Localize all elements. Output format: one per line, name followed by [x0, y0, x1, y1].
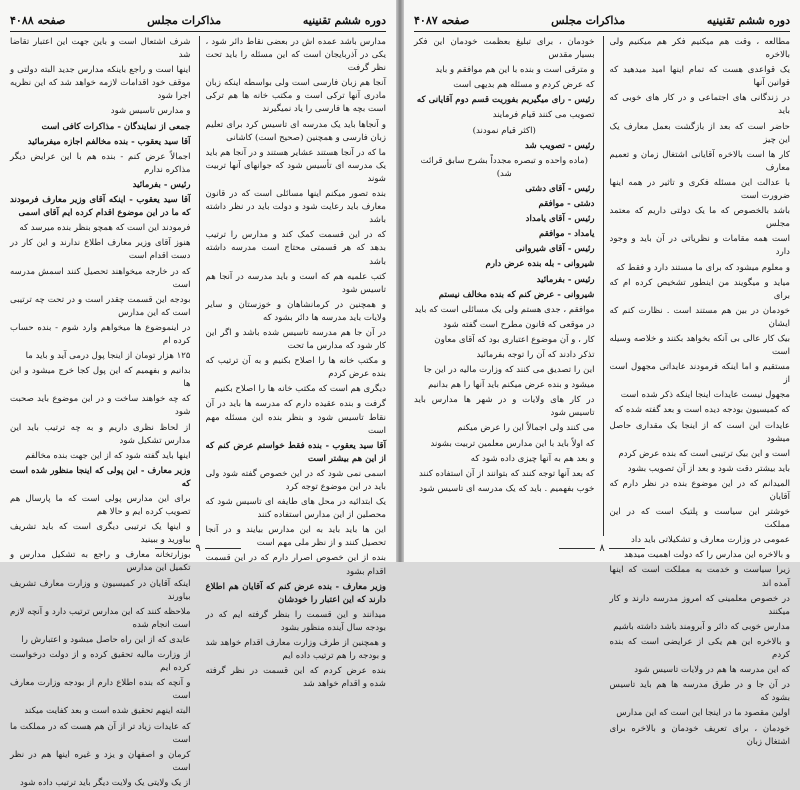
text-line: و آنجاها باید یک مدرسه ای تاسیس کرد برای تعلیم زبان فارسی و همچنین (صحیح است) کاشانی	[205, 119, 386, 143]
right-page	[404, 0, 800, 747]
text-line: (ماده واحده و تبصره مجدداً بشرح سابق قرائت شد)	[420, 155, 588, 179]
book-gutter	[396, 0, 404, 562]
text-line: ۱۲۵ هزار تومان از اینجا پول درمی آید و باید ما	[25, 351, 191, 362]
text-line: آقا سید یعقوب - اینکه آقای وزیر معارف فرمودند که ما در این موضوع اقدام کرده ایم آقای اسمی	[10, 195, 191, 219]
text-line: در آن جا و در طرق مدرسه ها هم باید تاسیس بشود که	[609, 680, 790, 704]
text-line: که بعد آنها توجه کنند که بتوانند از آن استفاده کنند	[419, 468, 595, 479]
left-page-label: صفحه ۴۰۸۸	[10, 13, 66, 27]
text-line: در کار های ولایات و در شهر ها مدارس باید تاسیس شود	[414, 395, 595, 419]
text-line: در خصوص معلمینی که امروز مدرسه دارند و کار میکنند	[609, 593, 790, 617]
text-line: برای این مدارس پولی است که ما پارسال هم تصویب کرده ایم و حالا هم	[10, 494, 191, 518]
text-line: جمعی از نمایندگان - مذاکرات کافی است	[41, 121, 191, 132]
text-line: مجهول نیست عایدات اینجا اینکه ذکر شده است	[620, 390, 790, 401]
text-line: و آنچه که بنده اطلاع دارم از بودجه وزارت معارف است	[10, 678, 191, 702]
text-line: بنده تصور میکنم اینها مسائلی است که در قانون معارف باید رعایت شود و دولت باید در نظر داشته باشد	[205, 189, 386, 226]
text-line: از لحاظ نظری داریم و به چه ترتیب باید این مدارس تشکیل شود	[10, 422, 191, 446]
text-line: خودمان ، برای تعریف خودمان و بالاخره برای اشتغال زبان	[609, 723, 790, 747]
text-line: در زندگانی های اجتماعی و در کار های خوبی که باید	[609, 93, 790, 117]
text-line: بیک کار عالی بی آنکه بخواهد بکنند و خلاصه وسیله است	[609, 333, 790, 358]
text-line: المیدانم که در این موضوع بنده در نظر دارم که آقایان	[609, 478, 790, 502]
left-page-col-left	[10, 36, 191, 788]
text-line: عمومی در وزارت معارف و تشکیلاتی باید داد	[631, 535, 790, 546]
text-line: اینکه آقایان در کمیسیون و وزارت معارف تشریف بیاورند	[10, 578, 191, 602]
text-line: آقا سید یعقوب - بنده مخالفم اجازه میفرمائید	[27, 136, 191, 147]
left-page-columns	[10, 36, 386, 788]
text-line: اینها است و راجع باینکه مدارس جدید البته دولتی و موقف خود اقدامات لازمه خواهد شد که این نظریه اجرا شود	[10, 65, 191, 102]
left-page-header	[10, 12, 386, 28]
text-line: گرفت و بنده عقیده دارم که مدرسه ها باید در آن نقاط تاسیس شود و بنظر بنده این مسئله مهم است	[205, 399, 386, 436]
text-line: باشد بالخصوص که ما یک دولتی داریم که معتمد مجلس	[609, 206, 790, 230]
text-line: وزیر معارف - بنده عرض کنم که آقایان هم اطلاع دارند که این اعتبار را خودشان	[205, 581, 386, 605]
text-line: تذکر دادند که آن را توجه بفرمائید	[476, 349, 595, 360]
text-line: مدارس باشد عمده اش در بعضی نقاط دائر شود ، یکی در آذربایجان است که این مسئله را باید تحت نظر گرفت	[205, 37, 386, 74]
text-line: رئیس - تصویب شد	[525, 140, 595, 151]
text-line: مدارس خوبی که دائر و آبرومند باشد داشته باشیم	[613, 621, 790, 632]
text-line: که در این قسمت کمک کند و مدارس را ترتیب بدهد که هر قسمتی محتاج است مدرسه داشته باشد	[205, 230, 386, 267]
text-line: وزیر معارف - این پولی که اینجا منظور شده است که	[10, 465, 191, 489]
text-line: مطالعه ، وقت هم میکنیم فکر هم میکنیم ولی بالاخره	[609, 37, 790, 61]
text-line: و بعد هم به آنها چیزی داده شود که	[470, 453, 595, 464]
left-page-col-right	[199, 36, 387, 690]
text-line: اجمالاً عرض کنم - بنده هم با این عرایض دیگر مذاکره ندارم	[10, 151, 191, 175]
text-line: و بالاخره این مدارس را که دولت اهمیت میدهد	[624, 550, 790, 561]
text-line: شیروانی - عرض کنم که بنده مخالف نیستم	[438, 289, 595, 300]
text-line: که عرض کردم و مسئله هم بدیهی است	[453, 80, 595, 91]
text-line: شیروانی - بله بنده عرض دارم	[485, 259, 595, 270]
text-line: بنده عرض کردم که این قسمت در نظر گرفته شده و اقدام خواهد شد	[205, 666, 386, 690]
right-page-header	[414, 12, 790, 28]
text-line: و بالاخره این هم یکی از عرایضی است که بنده کردم	[609, 636, 790, 661]
header-rule	[414, 31, 790, 32]
text-line: است همه مقامات و نظریاتی در آن باید و وجود دارد	[609, 234, 790, 258]
text-line: هنوز آقای وزیر معارف اطلاع ندارند و این کار در دست اقدام است	[10, 238, 191, 262]
text-line: کتب علمیه هم که است و باید مدرسه در آنجا هم تاسیس شود	[205, 271, 386, 295]
text-line: زیرا سیاست و خدمت به مملکت است که اینها آمده اند	[609, 565, 790, 589]
text-line: است و این بیک ترتیبی است که بنده عرض کردم	[618, 448, 790, 459]
text-line: شرف اشتعال است و باین جهت این اعتبار تقاضا شد	[10, 37, 191, 61]
text-line: خوشتر این سیاست و پلتیک است که در این مملکت	[609, 507, 790, 531]
text-line: بودجه این قسمت چقدر است و در تحت چه ترتیبی است که این مدارس	[10, 294, 191, 318]
text-line: باید بیشتر دقت شود و بعد از آن تصویب بشود	[627, 463, 790, 474]
text-line: رئیس - بفرمائید	[536, 274, 595, 285]
header-rule	[10, 31, 386, 32]
text-line: که در خارجه میخواهند تحصیل کنند اسمش مدرسه است	[10, 266, 191, 290]
text-line: و همچنین از طرف وزارت معارف اقدام خواهد شد و بودجه را هم ترتیب داده ایم	[205, 638, 386, 662]
text-line: یک قواعدی هست که تمام اینها امید میدهید که قوانین آنها	[609, 65, 790, 89]
text-line: و همچنین در کرمانشاهان و خوزستان و سایر ولایات باید مدرسه ها دائر بشود که	[205, 299, 386, 323]
text-line: که کمیسیون بودجه دیده است و بعد گفته شده که	[614, 405, 790, 416]
text-line: خوب بفهمیم . باید که یک مدرسه ای تاسیس شود	[419, 483, 595, 494]
text-line: مستقیم و اما اینکه فرمودند عایداتی مجهول است از	[609, 362, 790, 386]
right-page-label: صفحه ۴۰۸۷	[414, 13, 470, 27]
text-line: از یک ولایتی یک ولایت دیگر باید ترتیب داده شود	[19, 777, 191, 788]
text-line: یک ابتدائیه در محل های طایفه ای تاسیس شود که محصلین از این مدارس استفاده کنند	[205, 497, 386, 521]
text-line: که عایدات زیاد تر از آن هم هست که در مملکت ما است	[10, 721, 191, 745]
right-center-title: مذاکرات مجلس	[551, 13, 626, 27]
text-line: و اینها یک ترتیبی دیگری است که باید تشریف بیاورید و ببینید	[10, 522, 191, 546]
left-page-footer	[0, 543, 396, 554]
text-line: آقا سید یعقوب - بنده فقط خواستم عرض کنم که از این هم بیشتر است	[205, 440, 386, 464]
text-line: ملاحظه کنند که این مدارس ترتیب دارد و آنچه لازم است انجام شده	[10, 606, 191, 630]
right-page-number: ۸	[599, 543, 605, 554]
left-page	[0, 0, 396, 788]
text-line: فرمودند این است که همچو بنظر بنده میرسد که	[19, 223, 191, 234]
text-line: در موقعی که قانون مطرح است گفته شود	[443, 319, 595, 330]
text-line: بنده از این خصوص اصرار دارم که در این قسمت اقدام بشود	[205, 553, 386, 577]
text-line: البته اینهم تحقیق شده است و بعد کفایت میکند	[24, 706, 191, 717]
text-line: یامداد - موافقم	[539, 229, 595, 240]
right-session-label: دوره ششم تقنینیه	[706, 13, 790, 27]
text-line: و مترقی است و بنده با این هم موافقم و باید	[435, 65, 595, 76]
text-line: تصویب می کنند قیام فرمایند	[492, 110, 595, 121]
right-page-columns	[414, 36, 790, 747]
text-line: میاید و میگویند من اینطور تشخیص کرده ام که برای	[609, 277, 790, 301]
right-page-footer	[404, 543, 800, 554]
text-line: کار ، و آن موضوع اعتباری بود که آقای معاون	[434, 334, 595, 345]
text-line: با عدالت این مسئله فکری و تاثیر در همه اینها ضرورت است	[609, 177, 790, 202]
text-line: اسمی نمی شود که در این خصوص گفته شود ولی باید در این موضوع توجه کرد	[205, 468, 386, 492]
text-line: در آن جا هم مدرسه تاسیس شده باشد و اگر این کار شود که مدارس ما تحت	[205, 327, 386, 352]
text-line: کرمان و اصفهان و یزد و غیره اینها هم در نظر است	[10, 749, 191, 773]
right-page-col-right	[603, 36, 791, 747]
text-line: (اکثر قیام نمودند)	[472, 125, 536, 136]
text-line: عایدات این است که از اینجا یک مقداری حاصل میشود	[609, 420, 790, 444]
text-line: رئیس - آقای شیروانی	[515, 244, 595, 255]
text-line: این را تصدیق می کنند که وزارت مالیه در این جا	[423, 365, 595, 376]
text-line: بدانیم و بفهمیم که این پول کجا خرج میشود و این ها	[10, 366, 191, 390]
text-line: که چه خواهند ساخت و در این موضوع باید صحبت شود	[10, 394, 191, 418]
text-line: از وزارت مالیه تحقیق کرده و از دولت درخواست کرده ایم	[10, 650, 191, 674]
text-line: این ها باید باید به این مدارس بیایند و در آنجا تحصیل کنند و از نظر ملی مهم است	[205, 525, 386, 549]
text-line: دیگری هم است که مکتب خانه ها را اصلاح بکنیم	[214, 384, 386, 395]
text-line: رئیس - رای میگیریم بفوریت قسم دوم آقایانی که	[416, 95, 595, 106]
text-line: رئیس - بفرمائید	[132, 179, 191, 190]
text-line: دشتی - موافقم	[538, 199, 595, 210]
text-line: که اولاً باید با این مدارس معلمین تربیت بشوند	[430, 438, 595, 449]
text-line: میدانند و این قسمت را بنظر گرفته ایم که در بودجه سال آینده منظور بشود	[205, 609, 386, 633]
text-line: آنجا هم زبان فارسی است ولی بواسطه اینکه زبان مادری آنها ترکی است و مکتب خانه ها هم ترکی است بچه ها فارسی را یاد نمیگیرند	[205, 78, 386, 115]
left-page-number: ۹	[195, 543, 201, 554]
text-line: موافقم ، جدی هستم ولی یک مسائلی است که باید	[414, 304, 595, 315]
text-line: حاضر است که بعد از بازگشت بعمل معارف یک این چیز	[609, 121, 790, 145]
text-line: عایدی که از این راه حاصل میشود و اعتبارش را	[21, 634, 191, 645]
text-line: میشود و بنده عرض میکنم باید آنها را هم بدانیم	[428, 380, 595, 391]
left-center-title: مذاکرات مجلس	[147, 13, 222, 27]
left-session-label: دوره ششم تقنینیه	[302, 13, 386, 27]
text-line: اینها باید گفته شود که از این جهت بنده مخالفم	[25, 450, 191, 461]
text-line: در اینموضوع ها میخواهم وارد شوم - بنده حساب کرده ام	[10, 322, 191, 346]
text-line: رئیس - آقای دشتی	[525, 183, 595, 194]
text-line: رئیس - آقای یامداد	[525, 214, 595, 225]
text-line: می کنند ولی اجمالاً این را عرض میکنم	[457, 423, 595, 434]
text-line: خودمان در بین هم مستند است . نظارت کنم که ایشان	[609, 305, 790, 329]
text-line: کار ها است بالاخره آقایانی اشتغال زمان و تعمیم معارف	[609, 149, 790, 173]
text-line: بوزارتخانه معارف و راجع به تشکیل مدارس و تکمیل این مدارس	[10, 550, 191, 574]
text-line: و مدارس تاسیس شود	[110, 106, 191, 117]
text-line: و مکتب خانه ها را اصلاح بکنیم و به آن ترتیب که بنده عرض کردم	[205, 356, 386, 380]
text-line: اولین مقصود ما در اینجا این است که این مدارس	[616, 708, 790, 719]
text-line: خودمان ، برای تبلیغ بعظمت خودمان این فکر بسیار مقدس	[414, 37, 595, 61]
text-line: که این مدرسه ها هم در ولایات تاسیس شود	[634, 665, 790, 676]
text-line: ما که در آنجا هستند عشایر هستند و در آنجا هم باید یک مدرسه ای تأسیس شود که جوانهای آنها تربیت شوند	[205, 147, 386, 184]
right-page-col-left	[414, 36, 595, 536]
text-line: و معلوم میشود که برای ما مستند دارد و فقط که	[616, 262, 790, 273]
